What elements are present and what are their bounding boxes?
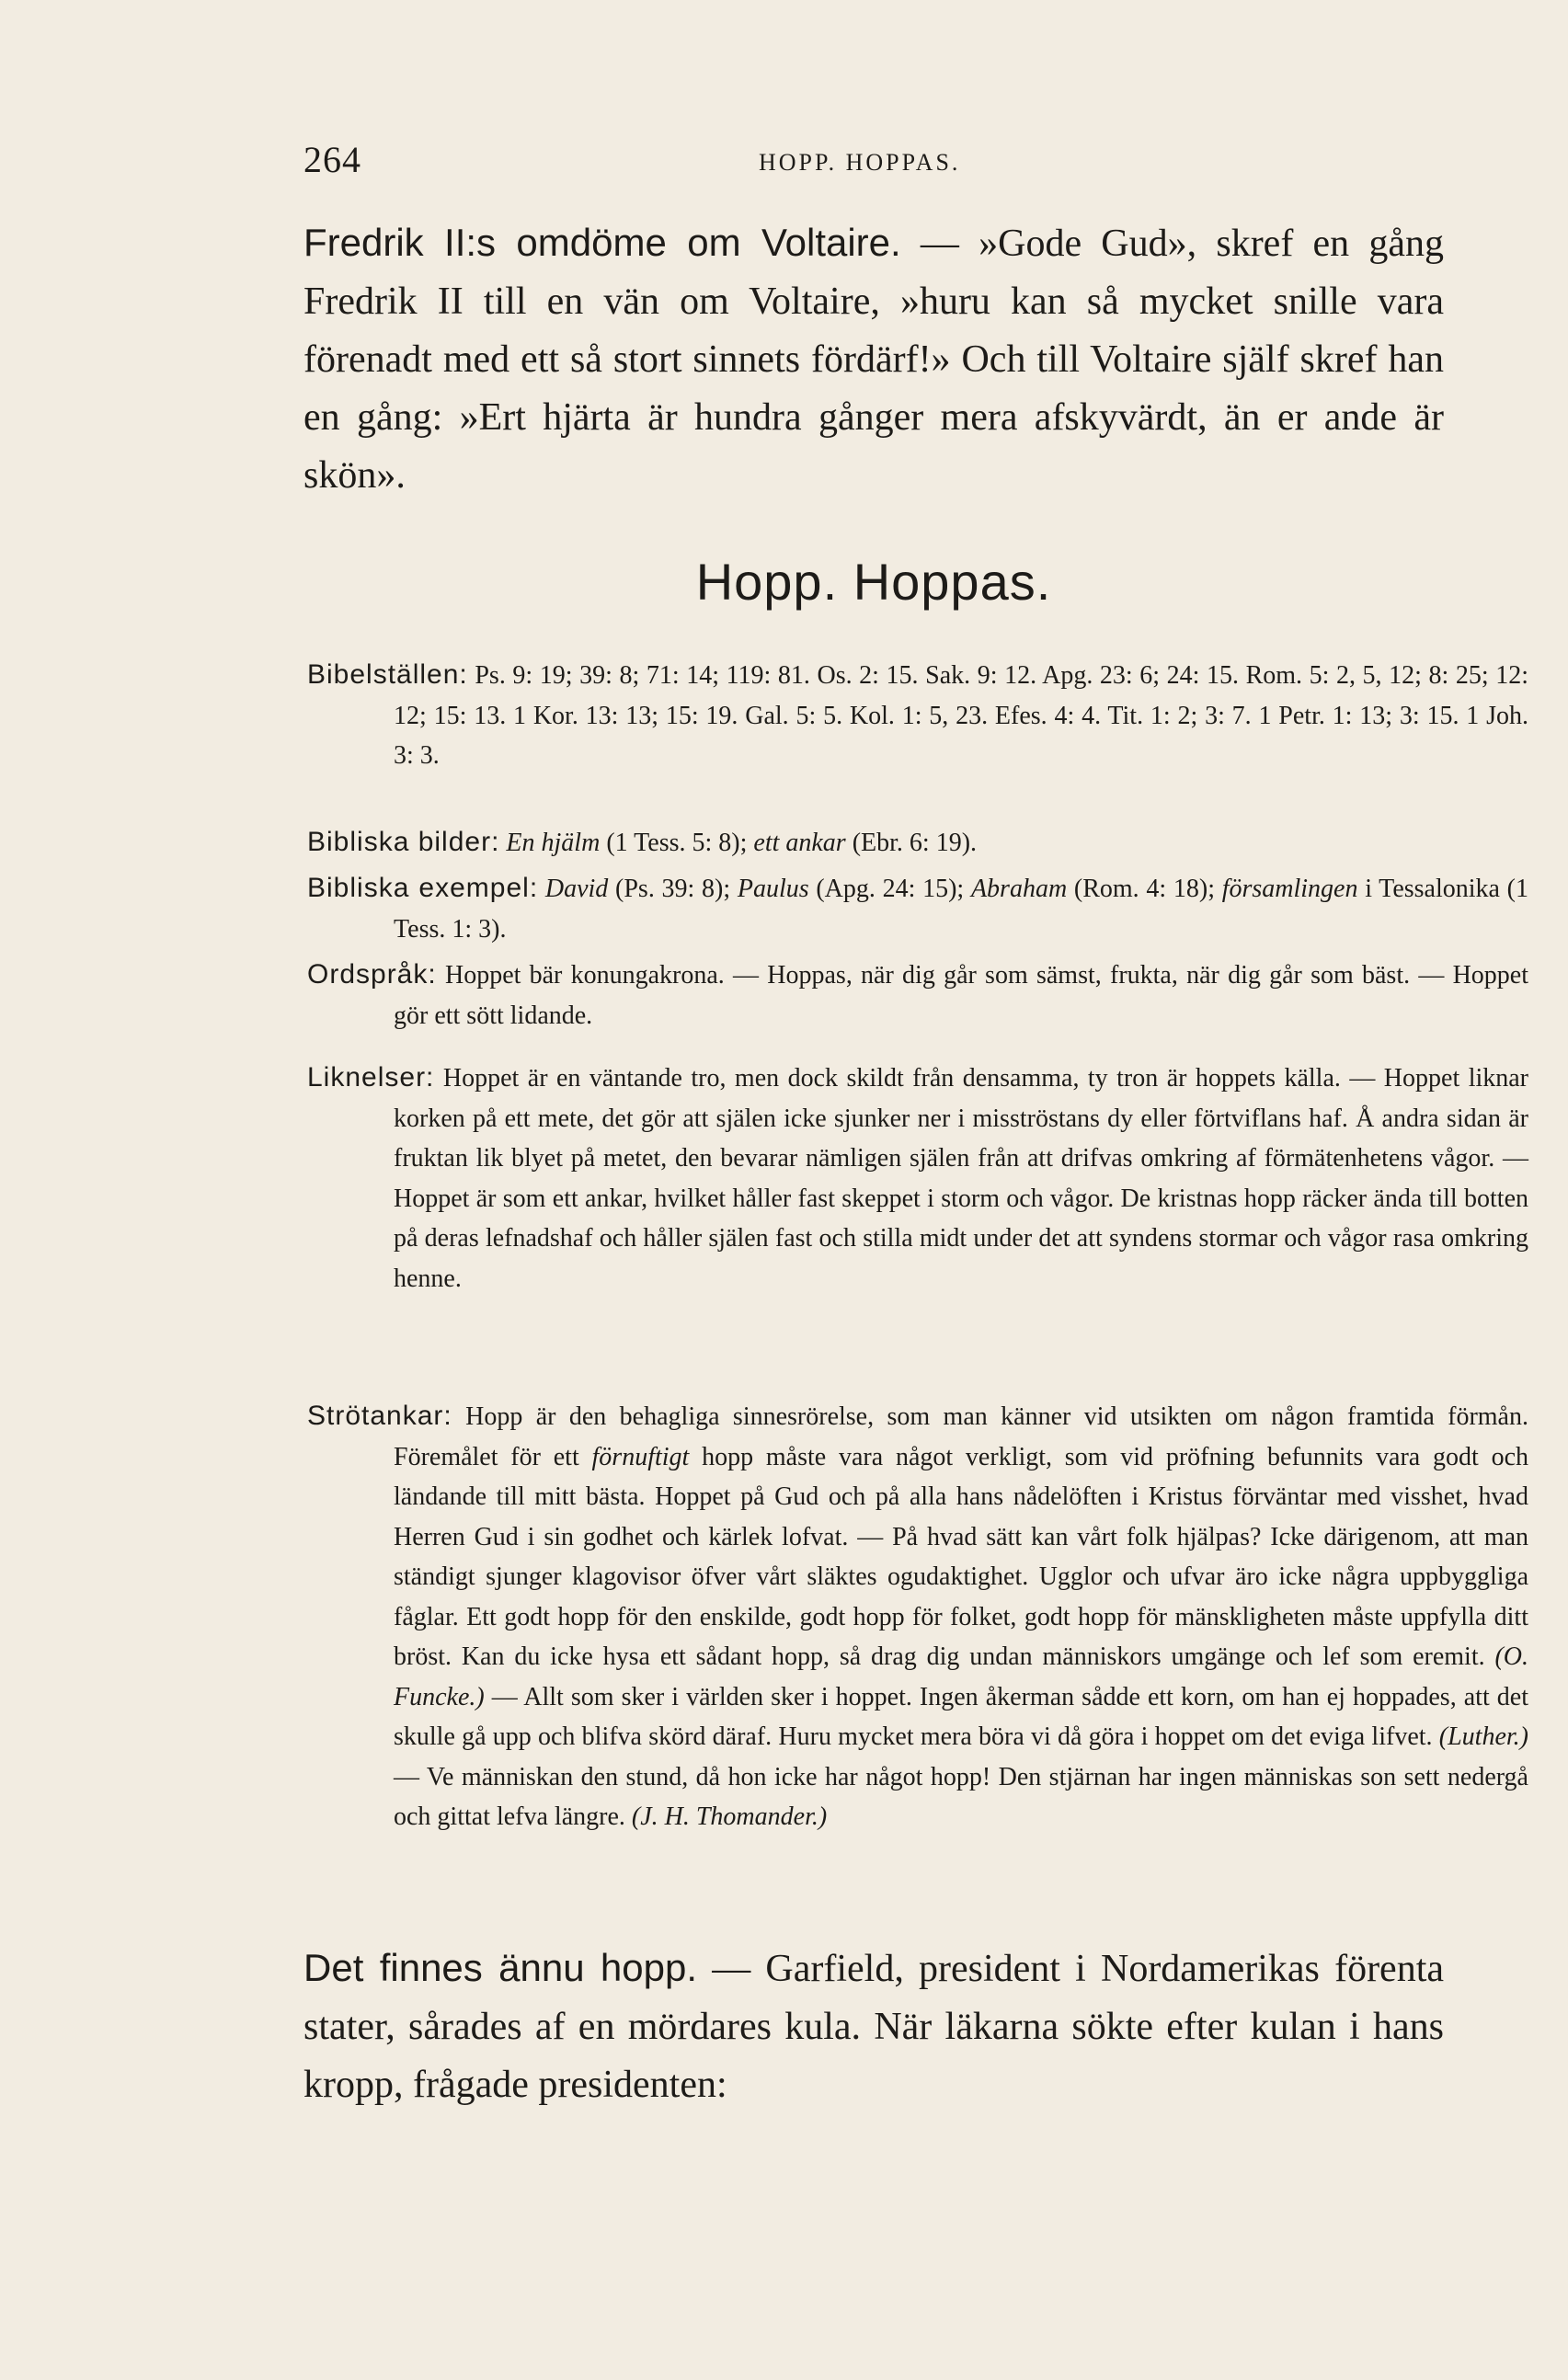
entry-text-italic: ett ankar xyxy=(753,829,846,857)
quote-source: (J. H. Thomander.) xyxy=(631,1802,828,1831)
entry-text-italic: Paulus xyxy=(737,875,809,903)
intro-text: — »Gode Gud», skref en gång Fredrik II till en vän om Voltaire, »huru kan så mycket snille vara förenadt med ett så stort sinnets fördärf!» Och till Voltaire själf skref han en gång: »Ert hjärta är hundra gånger mera afskyvärdt, än er ande är skön». xyxy=(303,223,1445,497)
entry-ordsprak xyxy=(309,955,1528,1036)
entry-label: Strötankar: xyxy=(307,1401,452,1431)
entry-text: Hopp är den behagliga sinnesrörelse, som man känner vid utsikten om någon framtida förmån. Föremålet för ett xyxy=(394,1402,1528,1471)
entry-label: Bibliska bilder: xyxy=(307,827,500,857)
quote-source: (Luther.) xyxy=(1438,1722,1528,1751)
entry-text: i Tessalonika (1 Tess. 1: 3). xyxy=(394,875,1529,944)
entry-text: — Allt som sker i världen sker i hoppet. Ingen åkerman sådde ett korn, om han ej hoppades, att det skulle gå upp och blifva skörd däraf. Huru mycket mera böra vi då göra i hoppet om det eviga lifvet. xyxy=(394,1682,1528,1751)
intro-title: Fredrik II:s omdöme om Voltaire. xyxy=(303,221,901,264)
quote-source: (O. Funcke.) xyxy=(394,1642,1528,1711)
entry-text: (1 Tess. 5: 8); xyxy=(600,829,754,857)
entry-text: (Rom. 4: 18); xyxy=(1067,875,1222,903)
section-title: Hopp. Hoppas. xyxy=(695,553,1052,611)
entry-text: Hoppet bär konungakrona. — Hoppas, när dig går som sämst, frukta, när dig går som bäst. — Hoppet gör ett sött lidande. xyxy=(394,961,1529,1030)
entry-text: Hoppet är en väntande tro, men dock skildt från densamma, ty tron är hoppets källa. — Hoppet liknar korken på ett mete, det gör att själen icke sjunker ner i misströstans dy eller förtviflans haf. Å andra sidan är fruktan lik blyet på metet, den bevarar nämligen själen från att drifvas omkring af förmätenhetens vågor. — Hoppet är som ett ankar, hvilket håller fast skeppet i storm och vågor. De kristnas hopp räcker ända till botten på deras lefnadshaf och håller själen fast och stilla midt under det att syndens stormar och vågor rasa omkring henne. xyxy=(394,1064,1528,1293)
entry-text-italic: församlingen xyxy=(1221,875,1358,903)
entry-text: (Ps. 39: 8); xyxy=(608,875,738,903)
entry-text: Ps. 9: 19; 39: 8; 71: 14; 119: 81. Os. 2: 15. Sak. 9: 12. Apg. 23: 6; 24: 15. Rom. 5: 2, 5, 12; 8: 25; 12: 12; 15: 13. 1 Kor. 13: 13; 15: 19. Gal. 5: 5. Kol. 1: 5, 23. Efes. 4: 4. Tit. 1: 2; 3: 7. 1 Petr. 1: 13; 3: 15. 1 Joh. 3: 3. xyxy=(394,661,1528,770)
entry-liknelser xyxy=(309,1058,1528,1299)
page-number: 264 xyxy=(303,139,361,180)
entry-label: Bibelställen: xyxy=(307,659,468,690)
entry-label: Bibliska exempel: xyxy=(307,873,539,903)
entry-bibliska-bilder xyxy=(309,822,1528,864)
entry-label: Ordspråk: xyxy=(307,959,437,990)
running-head: HOPP. HOPPAS. xyxy=(759,149,961,176)
closing-text: — Garfield, president i Nordamerikas förenta stater, sårades af en mördares kula. När läkarna sökte efter kulan i hans kropp, frågade presidenten: xyxy=(303,1948,1445,2106)
entry-text-italic: Abraham xyxy=(970,875,1068,903)
intro-paragraph xyxy=(303,213,1444,505)
entry-strotankar xyxy=(309,1396,1528,1837)
entry-text-italic: En hjälm xyxy=(506,829,601,857)
closing-paragraph xyxy=(303,1939,1444,2114)
entry-bibelstallen xyxy=(309,655,1528,776)
entry-text: hopp måste vara något verkligt, som vid pröfning befunnits vara godt och ländande till mitt bästa. Hoppet på Gud och på alla hans nådelöften i Kristus förväntar med visshet, hvad Herren Gud i sin godhet och kärlek lofvat. — På hvad sätt kan vårt folk hjälpas? Icke därigenom, att man ständigt sjunger klagovisor öfver vårt släktes ogudaktighet. Ugglor och ufvar äro icke några uppbyggliga fåglar. Ett godt hopp för den enskilde, godt hopp för folket, godt hopp för mänskligheten måste uppfylla ditt bröst. Kan du icke hysa ett sådant hopp, så drag dig undan människors umgänge och lef som eremit. xyxy=(394,1442,1529,1671)
entry-text-italic: förnuftigt xyxy=(591,1442,690,1471)
entry-bibliska-exempel xyxy=(309,868,1528,949)
entry-text: — Ve människan den stund, då hon icke har något hopp! Den stjärnan har ingen människas son sett nedergå och gittat lefva längre. xyxy=(394,1762,1528,1831)
page-header xyxy=(303,138,1453,193)
entry-text: (Ebr. 6: 19). xyxy=(845,829,978,857)
entry-label: Liknelser: xyxy=(307,1062,435,1093)
entry-text-italic: David xyxy=(544,875,609,903)
closing-title: Det finnes ännu hopp. xyxy=(303,1946,698,1989)
entry-text: (Apg. 24: 15); xyxy=(808,875,971,903)
